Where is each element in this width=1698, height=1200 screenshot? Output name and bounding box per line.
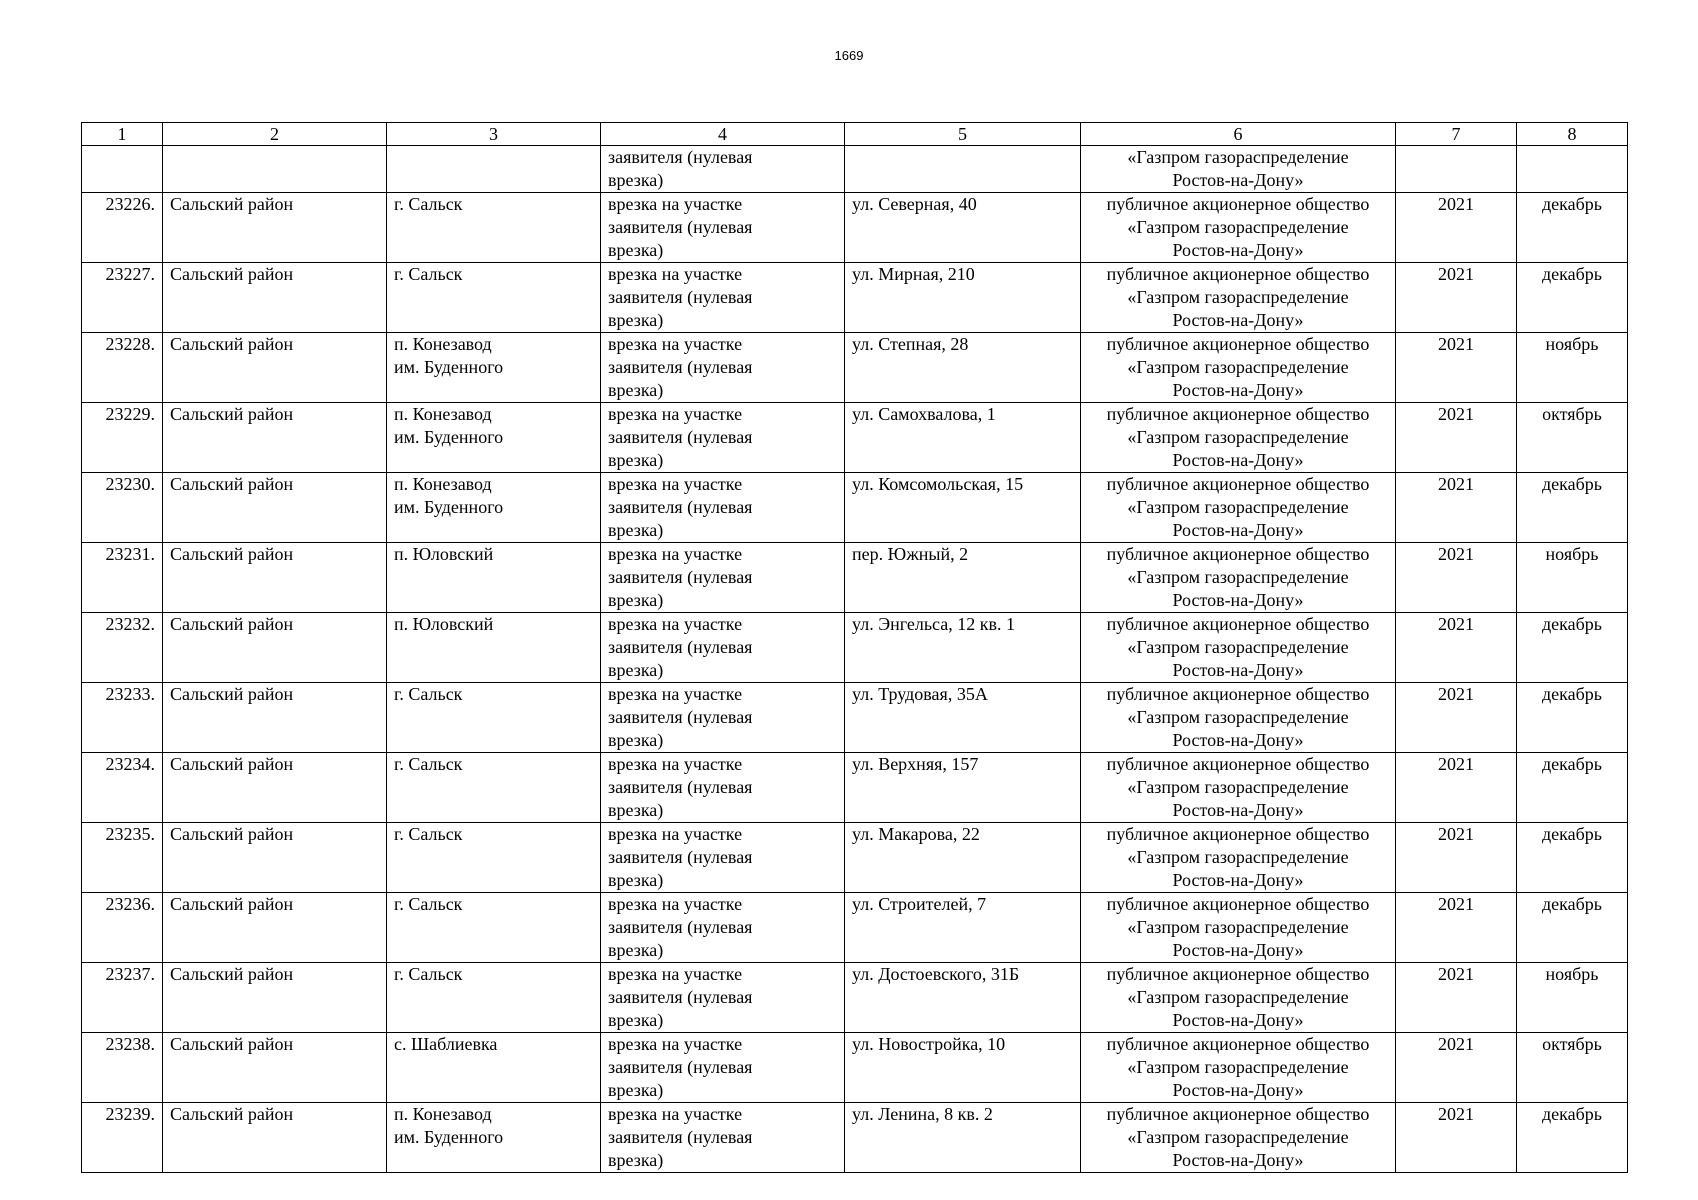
table-row	[82, 683, 1628, 753]
address-cell: ул. Степная, 28	[845, 333, 1081, 403]
column-header: 4	[601, 123, 845, 146]
connection-type-cell: врезка на участке заявителя (нулевая врезка)	[601, 963, 845, 1033]
connection-type-cell: врезка на участке заявителя (нулевая врезка)	[601, 1033, 845, 1103]
column-header: 5	[845, 123, 1081, 146]
month-cell	[1517, 146, 1628, 193]
row-number: 23233.	[82, 683, 163, 753]
district-cell: Сальский район	[163, 963, 387, 1033]
month-cell: декабрь	[1517, 893, 1628, 963]
table-row	[82, 893, 1628, 963]
district-cell: Сальский район	[163, 333, 387, 403]
month-cell: декабрь	[1517, 1103, 1628, 1173]
year-cell: 2021	[1396, 893, 1517, 963]
district-cell: Сальский район	[163, 823, 387, 893]
connection-type-cell: заявителя (нулевая врезка)	[601, 146, 845, 193]
address-cell: ул. Мирная, 210	[845, 263, 1081, 333]
connection-type-cell: врезка на участке заявителя (нулевая врезка)	[601, 1103, 845, 1173]
month-cell: декабрь	[1517, 263, 1628, 333]
address-cell: ул. Достоевского, 31Б	[845, 963, 1081, 1033]
locality-cell: п. Конезавод им. Буденного	[387, 473, 601, 543]
organization-cell: публичное акционерное общество «Газпром газораспределение Ростов-на-Дону»	[1081, 1103, 1396, 1173]
address-cell: ул. Ленина, 8 кв. 2	[845, 1103, 1081, 1173]
column-header: 3	[387, 123, 601, 146]
row-number: 23237.	[82, 963, 163, 1033]
address-cell: ул. Трудовая, 35А	[845, 683, 1081, 753]
district-cell: Сальский район	[163, 193, 387, 263]
locality-cell: г. Сальск	[387, 823, 601, 893]
connection-type-cell: врезка на участке заявителя (нулевая врезка)	[601, 403, 845, 473]
year-cell: 2021	[1396, 543, 1517, 613]
district-cell: Сальский район	[163, 753, 387, 823]
district-cell: Сальский район	[163, 473, 387, 543]
district-cell: Сальский район	[163, 263, 387, 333]
year-cell: 2021	[1396, 193, 1517, 263]
column-header: 8	[1517, 123, 1628, 146]
connection-type-cell: врезка на участке заявителя (нулевая врезка)	[601, 823, 845, 893]
connection-type-cell: врезка на участке заявителя (нулевая врезка)	[601, 263, 845, 333]
locality-cell: г. Сальск	[387, 683, 601, 753]
district-cell: Сальский район	[163, 613, 387, 683]
table-row	[82, 823, 1628, 893]
district-cell: Сальский район	[163, 893, 387, 963]
address-cell: ул. Энгельса, 12 кв. 1	[845, 613, 1081, 683]
locality-cell: с. Шаблиевка	[387, 1033, 601, 1103]
row-number: 23234.	[82, 753, 163, 823]
year-cell: 2021	[1396, 263, 1517, 333]
month-cell: ноябрь	[1517, 543, 1628, 613]
locality-cell: г. Сальск	[387, 263, 601, 333]
year-cell: 2021	[1396, 823, 1517, 893]
table-row	[82, 613, 1628, 683]
address-cell: ул. Новостройка, 10	[845, 1033, 1081, 1103]
table-row	[82, 333, 1628, 403]
organization-cell: публичное акционерное общество «Газпром газораспределение Ростов-на-Дону»	[1081, 963, 1396, 1033]
column-header: 7	[1396, 123, 1517, 146]
year-cell: 2021	[1396, 683, 1517, 753]
organization-cell: публичное акционерное общество «Газпром газораспределение Ростов-на-Дону»	[1081, 473, 1396, 543]
row-number: 23239.	[82, 1103, 163, 1173]
month-cell: декабрь	[1517, 753, 1628, 823]
year-cell: 2021	[1396, 963, 1517, 1033]
organization-cell: публичное акционерное общество «Газпром газораспределение Ростов-на-Дону»	[1081, 683, 1396, 753]
month-cell: декабрь	[1517, 823, 1628, 893]
table-row	[82, 473, 1628, 543]
organization-cell: публичное акционерное общество «Газпром газораспределение Ростов-на-Дону»	[1081, 893, 1396, 963]
connection-type-cell: врезка на участке заявителя (нулевая врезка)	[601, 613, 845, 683]
locality-cell: г. Сальск	[387, 893, 601, 963]
year-cell: 2021	[1396, 1033, 1517, 1103]
row-number: 23229.	[82, 403, 163, 473]
month-cell: декабрь	[1517, 473, 1628, 543]
year-cell: 2021	[1396, 473, 1517, 543]
year-cell	[1396, 146, 1517, 193]
organization-cell: публичное акционерное общество «Газпром газораспределение Ростов-на-Дону»	[1081, 543, 1396, 613]
year-cell: 2021	[1396, 403, 1517, 473]
table-row	[82, 263, 1628, 333]
row-number: 23236.	[82, 893, 163, 963]
data-table	[81, 122, 1628, 1173]
column-header: 1	[82, 123, 163, 146]
connection-type-cell: врезка на участке заявителя (нулевая врезка)	[601, 753, 845, 823]
month-cell: ноябрь	[1517, 333, 1628, 403]
table-row	[82, 1033, 1628, 1103]
organization-cell: публичное акционерное общество «Газпром газораспределение Ростов-на-Дону»	[1081, 613, 1396, 683]
month-cell: декабрь	[1517, 193, 1628, 263]
row-number: 23228.	[82, 333, 163, 403]
connection-type-cell: врезка на участке заявителя (нулевая врезка)	[601, 473, 845, 543]
connection-type-cell: врезка на участке заявителя (нулевая врезка)	[601, 543, 845, 613]
year-cell: 2021	[1396, 1103, 1517, 1173]
row-number: 23235.	[82, 823, 163, 893]
connection-type-cell: врезка на участке заявителя (нулевая врезка)	[601, 193, 845, 263]
locality-cell: г. Сальск	[387, 193, 601, 263]
connection-type-cell: врезка на участке заявителя (нулевая врезка)	[601, 893, 845, 963]
address-cell: ул. Строителей, 7	[845, 893, 1081, 963]
row-number: 23226.	[82, 193, 163, 263]
row-number: 23232.	[82, 613, 163, 683]
page-number: 1669	[834, 48, 864, 63]
table-header	[82, 123, 1628, 146]
month-cell: декабрь	[1517, 683, 1628, 753]
locality-cell: г. Сальск	[387, 963, 601, 1033]
row-number: 23227.	[82, 263, 163, 333]
organization-cell: публичное акционерное общество «Газпром газораспределение Ростов-на-Дону»	[1081, 403, 1396, 473]
organization-cell: публичное акционерное общество «Газпром газораспределение Ростов-на-Дону»	[1081, 193, 1396, 263]
locality-cell	[387, 146, 601, 193]
organization-cell: публичное акционерное общество «Газпром газораспределение Ростов-на-Дону»	[1081, 333, 1396, 403]
column-header: 6	[1081, 123, 1396, 146]
organization-cell: публичное акционерное общество «Газпром газораспределение Ростов-на-Дону»	[1081, 823, 1396, 893]
locality-cell: п. Конезавод им. Буденного	[387, 403, 601, 473]
year-cell: 2021	[1396, 613, 1517, 683]
table-row	[82, 543, 1628, 613]
locality-cell: п. Конезавод им. Буденного	[387, 333, 601, 403]
connection-type-cell: врезка на участке заявителя (нулевая врезка)	[601, 683, 845, 753]
district-cell: Сальский район	[163, 1033, 387, 1103]
organization-cell: публичное акционерное общество «Газпром газораспределение Ростов-на-Дону»	[1081, 1033, 1396, 1103]
month-cell: ноябрь	[1517, 963, 1628, 1033]
month-cell: декабрь	[1517, 613, 1628, 683]
district-cell	[163, 146, 387, 193]
column-header: 2	[163, 123, 387, 146]
locality-cell: п. Конезавод им. Буденного	[387, 1103, 601, 1173]
month-cell: октябрь	[1517, 1033, 1628, 1103]
row-number: 23231.	[82, 543, 163, 613]
table-row	[82, 193, 1628, 263]
table-body	[82, 146, 1628, 1173]
year-cell: 2021	[1396, 753, 1517, 823]
address-cell: пер. Южный, 2	[845, 543, 1081, 613]
table-row	[82, 146, 1628, 193]
row-number: 23238.	[82, 1033, 163, 1103]
address-cell: ул. Самохвалова, 1	[845, 403, 1081, 473]
district-cell: Сальский район	[163, 543, 387, 613]
address-cell	[845, 146, 1081, 193]
locality-cell: п. Юловский	[387, 613, 601, 683]
table-row	[82, 1103, 1628, 1173]
address-cell: ул. Северная, 40	[845, 193, 1081, 263]
district-cell: Сальский район	[163, 683, 387, 753]
address-cell: ул. Макарова, 22	[845, 823, 1081, 893]
district-cell: Сальский район	[163, 1103, 387, 1173]
year-cell: 2021	[1396, 333, 1517, 403]
address-cell: ул. Комсомольская, 15	[845, 473, 1081, 543]
organization-cell: публичное акционерное общество «Газпром газораспределение Ростов-на-Дону»	[1081, 753, 1396, 823]
table-row	[82, 753, 1628, 823]
organization-cell: публичное акционерное общество «Газпром газораспределение Ростов-на-Дону»	[1081, 263, 1396, 333]
row-number: 23230.	[82, 473, 163, 543]
locality-cell: г. Сальск	[387, 753, 601, 823]
table-row	[82, 963, 1628, 1033]
row-number	[82, 146, 163, 193]
connection-type-cell: врезка на участке заявителя (нулевая врезка)	[601, 333, 845, 403]
table-row	[82, 403, 1628, 473]
locality-cell: п. Юловский	[387, 543, 601, 613]
address-cell: ул. Верхняя, 157	[845, 753, 1081, 823]
header-row	[82, 123, 1628, 146]
district-cell: Сальский район	[163, 403, 387, 473]
organization-cell: «Газпром газораспределение Ростов-на-Дону»	[1081, 146, 1396, 193]
month-cell: октябрь	[1517, 403, 1628, 473]
